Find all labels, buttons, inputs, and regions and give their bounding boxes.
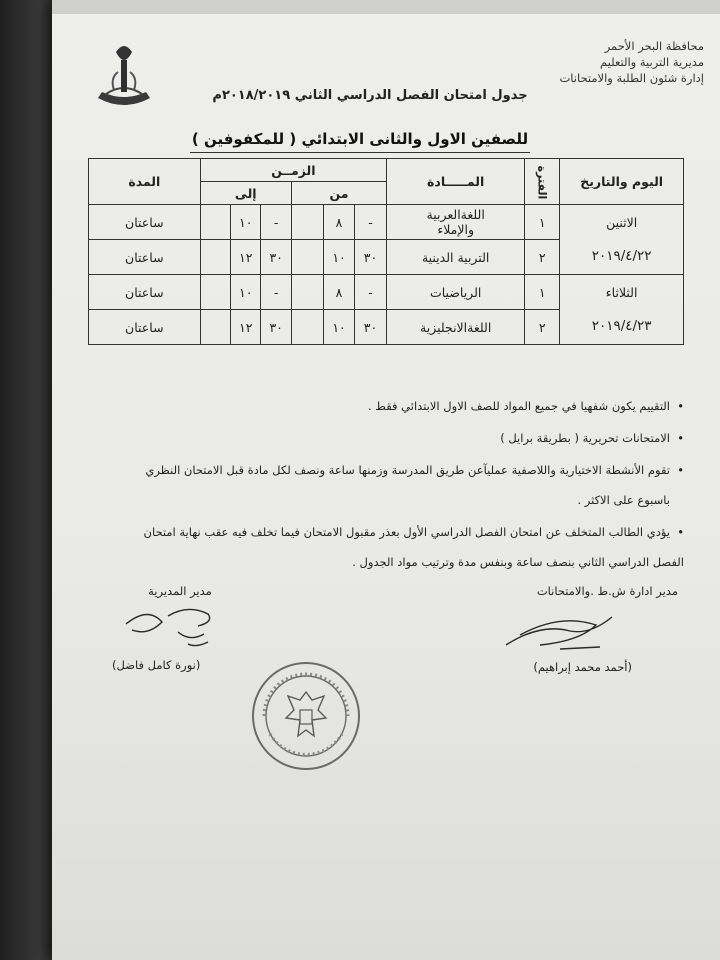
subject-cell: التربية الدينية xyxy=(387,240,525,275)
bullet-icon: • xyxy=(677,399,684,413)
day-name: الثلاثاء xyxy=(605,285,638,300)
notes-list xyxy=(84,398,684,586)
to-hour-cell: ١٠ xyxy=(231,205,261,240)
to-hour-cell: ١٠ xyxy=(231,275,261,310)
header-duration: المدة xyxy=(89,159,201,205)
to-minute-cell: - xyxy=(261,275,291,310)
from-minute-cell: - xyxy=(354,205,386,240)
duration-cell: ساعتان xyxy=(89,205,201,240)
period-cell: ١ xyxy=(525,275,560,310)
table-row xyxy=(89,205,684,240)
subject-line-2: والإملاء xyxy=(437,222,474,237)
note-item xyxy=(84,430,684,446)
to-hour-cell: ١٢ xyxy=(231,310,261,345)
note-item xyxy=(84,524,684,570)
signer-name-left: (نورة كامل فاضل) xyxy=(112,658,201,672)
signature-block-right xyxy=(428,584,678,598)
page-subtitle xyxy=(180,130,540,148)
note-text: التقييم يكون شفهيا في جميع المواد للصف الاول الابتدائي فقط . xyxy=(367,399,670,413)
bullet-icon: • xyxy=(677,525,684,539)
letterhead-governorate: محافظة البحر الأحمر xyxy=(604,39,704,53)
header-time: الزمــن xyxy=(200,159,387,182)
exam-schedule-table xyxy=(88,158,684,345)
to-blank-cell xyxy=(200,240,230,275)
table-row xyxy=(89,275,684,310)
page-top-edge xyxy=(52,0,720,14)
to-minute-cell: ٣٠ xyxy=(261,310,291,345)
signature-scribble-right xyxy=(500,605,620,657)
header-day-date: اليوم والتاريخ xyxy=(560,159,684,205)
day-date: ٢٠١٩/٤/٢٣ xyxy=(591,318,652,334)
day-cell xyxy=(560,275,684,345)
from-minute-cell: - xyxy=(354,275,386,310)
from-blank-cell xyxy=(291,275,323,310)
day-date: ٢٠١٩/٤/٢٢ xyxy=(591,248,652,264)
subject-cell: الرياضيات xyxy=(387,275,525,310)
from-blank-cell xyxy=(291,310,323,345)
signer-title-left: مدير المديرية xyxy=(148,584,212,598)
signer-name-right: (أحمد محمد إبراهيم) xyxy=(533,660,632,674)
duration-cell: ساعتان xyxy=(89,240,201,275)
period-cell: ٢ xyxy=(525,240,560,275)
signature-scribble-left xyxy=(118,602,228,650)
signature-block-left xyxy=(90,584,270,598)
to-blank-cell xyxy=(200,275,230,310)
header-period-label: الفترة xyxy=(535,165,549,200)
note-text-continued: باسبوع على الاكثر . xyxy=(577,493,670,507)
directorate-torch-logo-icon xyxy=(92,42,156,112)
from-blank-cell xyxy=(291,240,323,275)
signer-title-right: مدير ادارة ش.ط .والامتحانات xyxy=(536,584,678,598)
header-period xyxy=(525,159,560,205)
day-name: الاثنين xyxy=(606,215,638,230)
duration-cell: ساعتان xyxy=(89,310,201,345)
period-cell: ١ xyxy=(525,205,560,240)
to-minute-cell: - xyxy=(261,205,291,240)
from-minute-cell: ٣٠ xyxy=(354,240,386,275)
to-hour-cell: ١٢ xyxy=(231,240,261,275)
duration-cell: ساعتان xyxy=(89,275,201,310)
header-subject: المـــــادة xyxy=(387,159,525,205)
letterhead-directorate: مديرية التربية والتعليم xyxy=(600,55,704,69)
from-blank-cell xyxy=(291,205,323,240)
period-cell: ٢ xyxy=(525,310,560,345)
letterhead xyxy=(474,38,704,86)
page-title: جدول امتحان الفصل الدراسي الثاني ٢٠١٨/٢٠١٩م xyxy=(212,88,528,103)
day-cell xyxy=(560,205,684,275)
subject-cell xyxy=(387,205,525,240)
to-blank-cell xyxy=(200,205,230,240)
from-minute-cell: ٣٠ xyxy=(354,310,386,345)
subtitle-underline xyxy=(190,152,530,153)
to-blank-cell xyxy=(200,310,230,345)
to-minute-cell: ٣٠ xyxy=(261,240,291,275)
note-item xyxy=(84,462,684,508)
bullet-icon: • xyxy=(677,431,684,445)
subject-line-1: اللغةالعربية xyxy=(426,207,485,222)
page-subtitle-text: للصفين الاول والثانى الابتدائي ( للمكفوفين ) xyxy=(191,130,529,148)
note-text-continued: الفصل الدراسي الثاني بنصف ساعة وبنفس مدة وترتيب مواد الجدول . xyxy=(352,555,684,569)
from-hour-cell: ٨ xyxy=(324,205,354,240)
header-to: إلى xyxy=(200,182,291,205)
bullet-icon: • xyxy=(677,463,684,477)
subject-cell: اللغةالانجليزية xyxy=(387,310,525,345)
letterhead-department: إدارة شئون الطلبة والامتحانات xyxy=(559,71,704,85)
egypt-eagle-seal-icon xyxy=(250,660,362,772)
header-from: من xyxy=(291,182,386,205)
from-hour-cell: ١٠ xyxy=(324,310,354,345)
note-text: يؤدي الطالب المتخلف عن امتحان الفصل الدراسي الأول بعذر مقبول الامتحان فيما تخلف فيه عقب نهاية امتحان xyxy=(143,525,670,539)
note-text: الامتحانات تحريرية ( بطريقة برايل ) xyxy=(500,431,670,445)
table-header-row xyxy=(89,159,684,182)
from-hour-cell: ٨ xyxy=(324,275,354,310)
note-text: تقوم الأنشطة الاختيارية واللاصفية عمليآعن طريق المدرسة وزمنها ساعة ونصف لكل مادة قبل الامتحان النظري xyxy=(145,463,670,477)
note-item xyxy=(84,398,684,414)
from-hour-cell: ١٠ xyxy=(324,240,354,275)
